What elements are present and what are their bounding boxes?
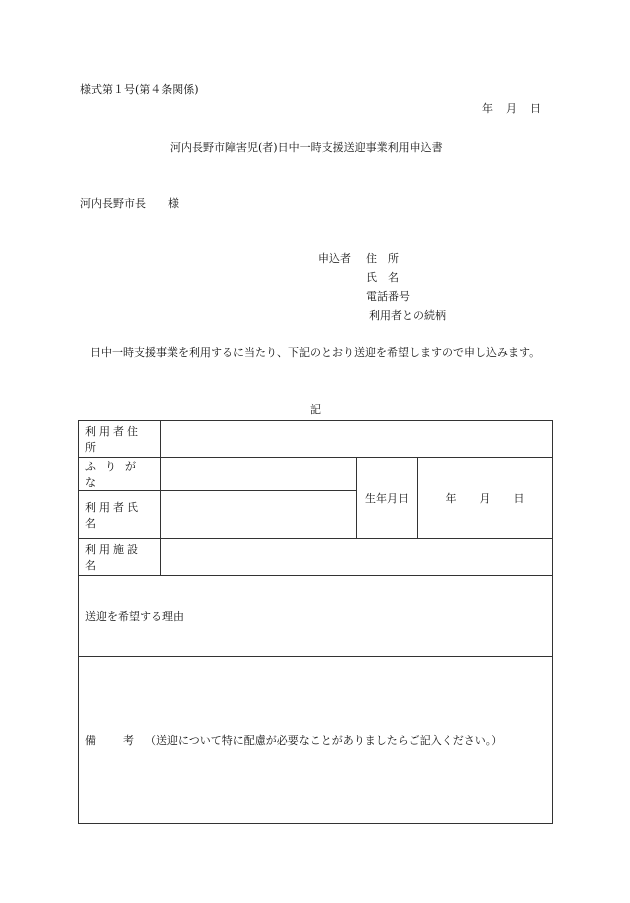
form-number: 様式第１号(第４条関係) xyxy=(80,83,199,96)
applicant-label: 申込者 xyxy=(318,252,351,265)
facility-label: 利用施設名 xyxy=(79,539,161,576)
addressee: 河内長野市長 様 xyxy=(80,197,179,210)
applicant-relation-label: 利用者との続柄 xyxy=(369,309,446,322)
request-statement: 日中一時支援事業を利用するに当たり、下記のとおり送迎を希望しますので申し込みます。 xyxy=(90,346,541,359)
applicant-phone-label: 電話番号 xyxy=(366,290,410,303)
remarks-field[interactable] xyxy=(79,657,553,824)
table-row xyxy=(79,458,553,491)
table-row xyxy=(79,657,553,824)
dob-year-label: 年 xyxy=(445,492,457,505)
table-row xyxy=(79,421,553,458)
user-name-label: 利用者氏名 xyxy=(79,491,161,539)
remarks-label-2: 考 xyxy=(123,734,134,747)
dob-field[interactable] xyxy=(418,458,553,539)
remarks-label-1: 備 xyxy=(85,734,96,747)
dob-day-label: 日 xyxy=(513,492,525,505)
applicant-name-label: 氏 名 xyxy=(366,271,399,284)
dob-label: 生年月日 xyxy=(357,458,418,539)
furigana-field[interactable] xyxy=(161,458,357,491)
table-row xyxy=(79,539,553,576)
document-title: 河内長野市障害児(者)日中一時支援送迎事業利用申込書 xyxy=(170,141,443,154)
table-row xyxy=(79,576,553,657)
ki-heading: 記 xyxy=(310,403,321,416)
furigana-label: ふりがな xyxy=(79,458,161,491)
application-date: 年 月 日 xyxy=(482,102,542,115)
application-table xyxy=(78,420,553,824)
user-address-label: 利用者住所 xyxy=(79,421,161,458)
applicant-address-label: 住 所 xyxy=(366,252,399,265)
dob-month-label: 月 xyxy=(479,492,491,505)
reason-label: 送迎を希望する理由 xyxy=(85,610,184,623)
user-address-field[interactable] xyxy=(161,421,553,458)
reason-field[interactable] xyxy=(79,576,553,657)
user-name-field[interactable] xyxy=(161,491,357,539)
remarks-note: （送迎について特に配慮が必要なことがありましたらご記入ください。） xyxy=(145,734,503,747)
facility-field[interactable] xyxy=(161,539,553,576)
